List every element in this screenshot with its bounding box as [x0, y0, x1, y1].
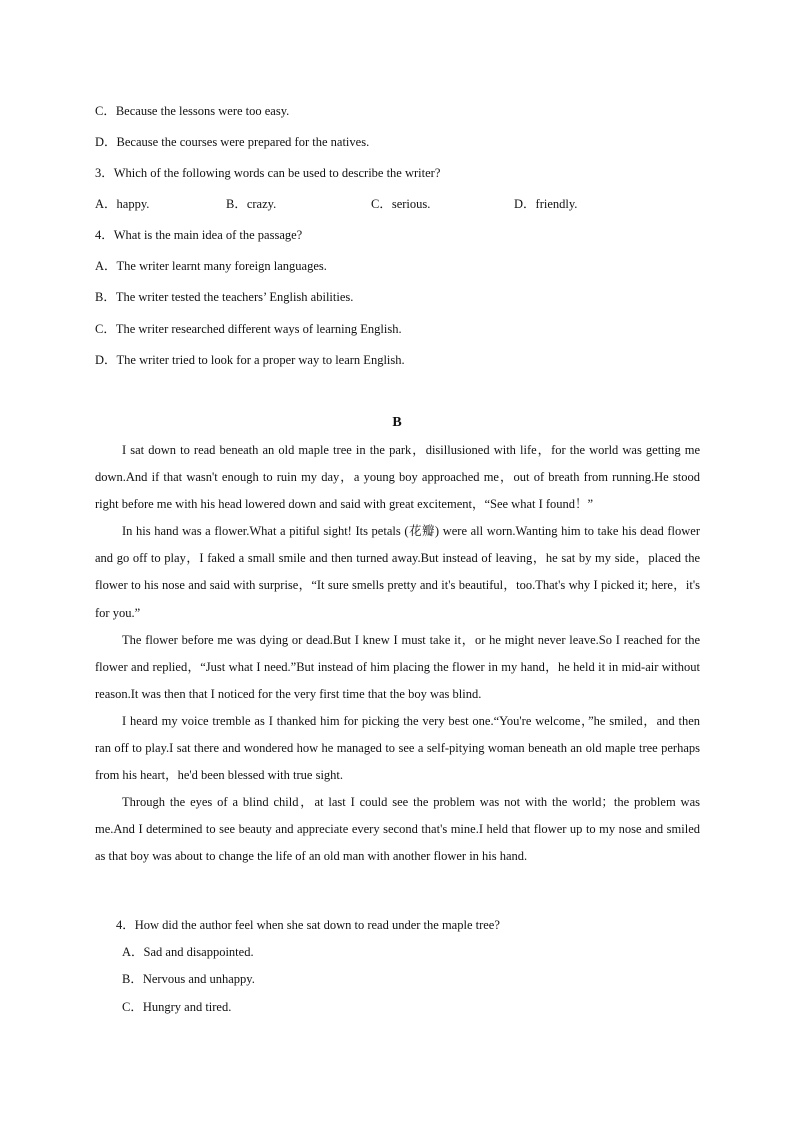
option-b4b: B．Nervous and unhappy.	[122, 972, 255, 986]
passage-b	[95, 437, 700, 871]
option-b4c: C．Hungry and tired.	[122, 1000, 232, 1014]
question-b4-stem: 4．How did the author feel when she sat down to read under the maple tree?	[116, 918, 500, 932]
option-3b: B．crazy.	[226, 197, 277, 211]
option-2d: D．Because the courses were prepared for the natives.	[95, 135, 370, 149]
passage-paragraph: In his hand was a flower.What a pitiful sight! Its petals (花瓣) were all worn.Wanting him to take his dead flower and go off to play，I faked a small smile and then turned away.But instead of leaving，he sat by my side，placed the flower to his nose and said with surprise，“It sure smells pretty and it's beautiful，too.That's why I picked it; here，it's for you.”	[95, 524, 700, 620]
option-2c: C．Because the lessons were too easy.	[95, 104, 290, 118]
option-4a: A．The writer learnt many foreign languages.	[95, 259, 327, 273]
option-4b: B．The writer tested the teachers’ English abilities.	[95, 290, 354, 304]
passage-paragraph: I heard my voice tremble as I thanked him for picking the very best one.“You're welcome，”he smiled，and then ran off to play.I sat there and wondered how he managed to see a self-pitying woman beneath an old maple tree perhaps from his heart，he'd been blessed with true sight.	[95, 713, 700, 783]
question-3-stem: 3．Which of the following words can be used to describe the writer?	[95, 166, 441, 180]
question-4-stem: 4．What is the main idea of the passage?	[95, 228, 303, 242]
option-4c: C．The writer researched different ways of learning English.	[95, 322, 402, 336]
passage-paragraph: I sat down to read beneath an old maple tree in the park，disillusioned with life，for the world was getting me down.And if that wasn't enough to ruin my day，a young boy approached me，out of breath from running.He stood right before me with his head lowered down and said with great excitement，“See what I found！”	[95, 443, 700, 512]
option-4d: D．The writer tried to look for a proper way to learn English.	[95, 353, 405, 367]
option-b4a: A．Sad and disappointed.	[122, 945, 254, 959]
option-3d: D．friendly.	[514, 197, 578, 211]
option-3c: C．serious.	[371, 197, 431, 211]
passage-paragraph: Through the eyes of a blind child，at last I could see the problem was not with the world；the problem was me.And I determined to see beauty and appreciate every second that's mine.I held that flower up to my nose and smiled as that boy was about to change the life of an old man with another flower in his hand.	[95, 795, 700, 864]
option-3a: A．happy.	[95, 197, 150, 211]
section-b-heading: B	[392, 415, 402, 430]
question-3-options	[95, 196, 615, 214]
passage-paragraph: The flower before me was dying or dead.But I knew I must take it，or he might never leave.So I reached for the flower and replied，“Just what I need.”But instead of him placing the flower in my hand，he held it in mid-air without reason.It was then that I noticed for the very first time that the boy was blind.	[95, 632, 700, 701]
